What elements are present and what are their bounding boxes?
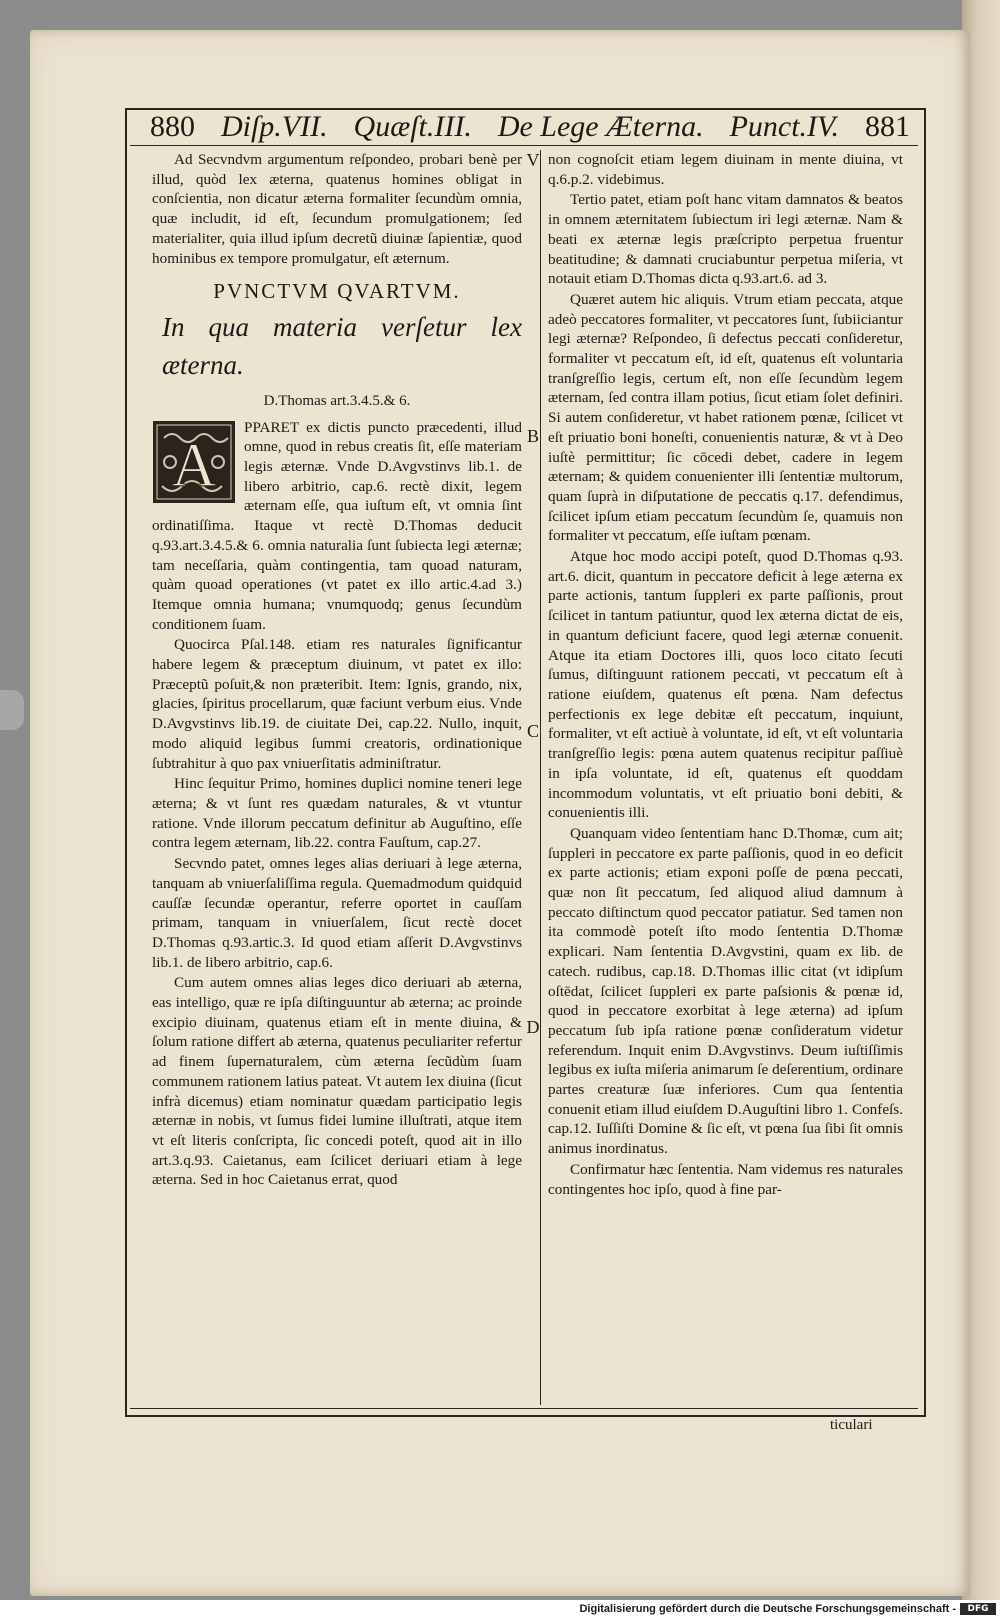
paragraph: non cognoſcit etiam legem diuinam in mente diuina, vt q.6.p.2. videbimus.	[548, 151, 903, 188]
section-title: PVNCTVM QVARTVM.	[213, 279, 461, 304]
margin-marker-v: V	[526, 150, 540, 170]
footer-credit: Digitalisierung gefördert durch die Deutsche Forschungsgemeinschaft -	[579, 1603, 956, 1615]
paragraph: Secvndo patet, omnes leges alias deriuari à lege æterna, tanquam ab vniuerſaliſſima regula. Quemadmodum quidquid cauſſæ ſecundæ operantur, referre oportet in cauſſam primam, tanquam in vniuerſalem, ſicut rectè docet D.Thomas q.93.artic.3. Id quod etiam aſſerit D.Avgvstinvs lib.1. de libero arbitrio, cap.6.	[152, 855, 522, 971]
scanner-clip	[0, 690, 24, 730]
paragraph: Quanquam video ſententiam hanc D.Thomæ, cum ait; ſuppleri in peccatore ex parte paſſionis, quod in eo deficit ex parte actionis; etiam exponi poſſe de pœna peccati, quæ non ſit peccatum, ſed aliquod aliud damnum à peccato diſtinctum quod peccator patiatur. Sed tamen non ita commodè poteſt iſto modo ſententia D.Thomæ explicari. Nam ſententia D.Avgvstini, quam ex lib. de catech. rudibus, cap.18. D.Thomas illic citat (vt idipſum oſtēdat, ſcilicet ſuppleri ex parte paſsionis & pœnæ id, quod in peccatore exorbitat à lege æterna) ad ipſum peccatum ſub ipſa ratione pœnæ conſideratum videtur referendum. Inquit enim D.Avgvstinvs. Deum iuſtiſſimis legibus ex iuſta miſeria animarum ſe deſerentium, ordinare partes creaturæ ſuæ inferiores. Cum qua ſententia conuenit etiam illud eiuſdem D.Auguſtini libro 1. Confeſs. cap.12. Iuſſiſti Domine & ſic eſt, vt pœna ſua ſibi ſit omnis animus inordinatus.	[548, 824, 903, 1158]
right-page-number: 881	[864, 110, 910, 143]
right-column	[548, 150, 903, 1200]
left-column	[152, 150, 522, 1191]
paragraph-with-dropcap	[152, 418, 522, 635]
header-title-disp: Diſp.VII.	[220, 110, 328, 143]
paragraph: Quocirca Pſal.148. etiam res naturales ſignificantur habere legem & præceptum diuinum, vt patet ex illo: Præceptũ poſuit,& non præteribit. Item: Ignis, grando, nix, glacies, ſpiritus procellarum, quæ faciunt verbum eius. Vnde D.Avgvstinvs lib.19. de ciuitate Dei, cap.22. Nullo, inquit, modo aliquid legibus ſummi creatoris, ordinationique ſubtrahitur à quo pax vniuerſitatis adminiſtratur.	[152, 636, 522, 772]
dfg-logo-icon: DFG	[960, 1603, 996, 1615]
paragraph: Atque hoc modo accipi poteſt, quod D.Thomas q.93. art.6. dicit, quantum in peccatore deficit à lege æterna ex parte actionis, tantum ſuppleri ex parte paſſionis, prout ſcilicet in tantum patiuntur, quod lex æterna dictat de eis, in quantum deficiunt facere, quod legi æternæ conuenit. Atque ita etiam Doctores illi, quos loco citato ſecuti ſumus, diſtinguunt rationem peccati, vt peccatum eſt à ratione eiuſdem, quatenus eſt pœna. Nam defectus perfectionis ex lege debitæ eſt peccatum, inquiunt, formaliter, vt eſt actiuè à voluntate, id eſt, vt eſt voluntaria tranſgreſſio legis: pœna autem quatenus recipitur paſſiuè in ipſa voluntate, id eſt, quatenus eſt quoddam incommodum voluntatis, vt eſt priuatio boni debiti, & conuenientis illi.	[548, 548, 903, 822]
paragraph: Tertio patet, etiam poſt hanc vitam damnatos & beatos in omnem æternitatem ſubiectum iri legi æternæ. Nam & beati ex æternæ legis præſcripto perpetua fruentur beatitudine; & damnati cruciabuntur perpetua miſeria, vt notauit etiam D.Thomas dicta q.93.art.6. ad 3.	[548, 191, 903, 288]
section-subtitle: In qua materia verſetur lex æterna.	[162, 311, 522, 380]
section-reference: D.Thomas art.3.4.5.& 6.	[263, 392, 411, 409]
running-header	[150, 108, 910, 146]
margin-marker-c: C	[526, 721, 539, 741]
paragraph: Cum autem omnes alias leges dico deriuari ab æterna, eas intelligo, quæ re ipſa diſtinguuntur ab æterna; ac proinde excipio diuinam, quatenus etiam eſt in mente diuina, & ſolum ratione differt ab æterna, quatenus peculiariter refertur ad finem ſupernaturalem, cùm æterna ſecũdùm ſuam communem rationem latius pateat. Vt autem lex diuina (ſicut infrà dicemus) etiam nominatur quædam participatio legis æternæ in nobis, vt ſumus fidei lumine illuſtrati, atque item vt eſt literis conſcripta, ſic concedi poteſt, quod ait in illo art.3.q.93. Caietanus, eam ſcilicet deriuari etiam à lege æterna. Sed in hoc Caietanus errat, quod	[152, 974, 522, 1189]
header-title-quaest: Quæſt.III.	[353, 110, 472, 143]
digitization-footer	[0, 1600, 1000, 1618]
catchword: ticulari	[830, 1417, 873, 1433]
margin-marker-d: D	[526, 1017, 540, 1037]
paragraph: Ad Secvndvm argumentum reſpondeo, probari benè per illud, quòd lex æterna, quatenus homines obligat in conſcientia, non dicatur æterna formaliter ſecundùm omnia, quæ includit, id eſt, ſecundum promulgationem; ſed materialiter, quia illud ipſum decretũ diuinæ ſapientiæ, quod hominibus ex tempore promulgatur, eſt æternum.	[152, 151, 522, 267]
paragraph: Hinc ſequitur Primo, homines duplici nomine teneri lege æterna; & vt ſunt res quædam naturales, & vt vtuntur ratione. Vnde illorum peccatum definitur ab Auguſtino, eſſe contra legem æternam, lib.22. contra Fauſtum, cap.27.	[152, 775, 522, 852]
column-divider	[540, 150, 541, 1405]
ornamental-dropcap-icon	[152, 420, 236, 504]
header-title-lege: De Lege Æterna.	[497, 110, 704, 143]
header-title-punct: Punct.IV.	[729, 110, 840, 143]
dropcap-letter: A	[171, 431, 217, 500]
dropcap-paragraph-text: PPARET ex dictis puncto præcedenti, illud omne, quod in rebus creatis ſit, eſſe materiam legis æternæ. Vnde D.Avgvstinvs lib.1. de libero arbitrio, cap.6. rectè dixit, legem æternam eſſe, qua iuſtum eſt, vt omnia ſint ordinatiſſima. Itaque vt rectè D.Thomas deducit q.93.art.3.4.5.& 6. omnia naturalia ſunt ſubiecta legi æternæ; tam neceſſaria, quàm contingentia, tam quoad naturam, quàm quoad operationes (vt patet ex illo artic.4.ad 3.) Itemque omnia humana; vnumquodq; genus ſecundùm conditionem ſuam.	[152, 418, 522, 633]
margin-marker-b: B	[526, 426, 539, 446]
paragraph: Confirmatur hæc ſententia. Nam videmus res naturales contingentes hoc ipſo, quod à fine par-	[548, 1160, 903, 1198]
paragraph: Quæret autem hic aliquis. Vtrum etiam peccata, atque adeò peccatores formaliter, vt peccatores ſunt, ſubiiciantur legi æternæ? Reſpondeo, ſi defectus peccati conſideretur, formaliter vt peccatum eſt, id eſt, quatenus eſt voluntaria tranſgreſſio legis, certum eſt, non eſſe ſecundùm legem æternam, ſed contra illam potius, ſicut etiam ſolet definiri. Si autem conſideretur, vt habet rationem pœnæ, ſcilicet vt eſt priuatio boni honeſti, conuenientis naturæ, & vt à Deo iuſtè permittitur; ſic cōcedi debet, cadere in legem æternam; & quidem conuenienter illi ſententiæ multorum, quam ſuprà in diſputatione de peccatis q.17. defendimus, ſcilicet ipſum etiam peccatum ſecundùm ſe, quamuis non formaliter vt peccatum, eſſe iuſtam pœnam.	[548, 290, 903, 545]
left-page-number: 880	[150, 110, 195, 143]
